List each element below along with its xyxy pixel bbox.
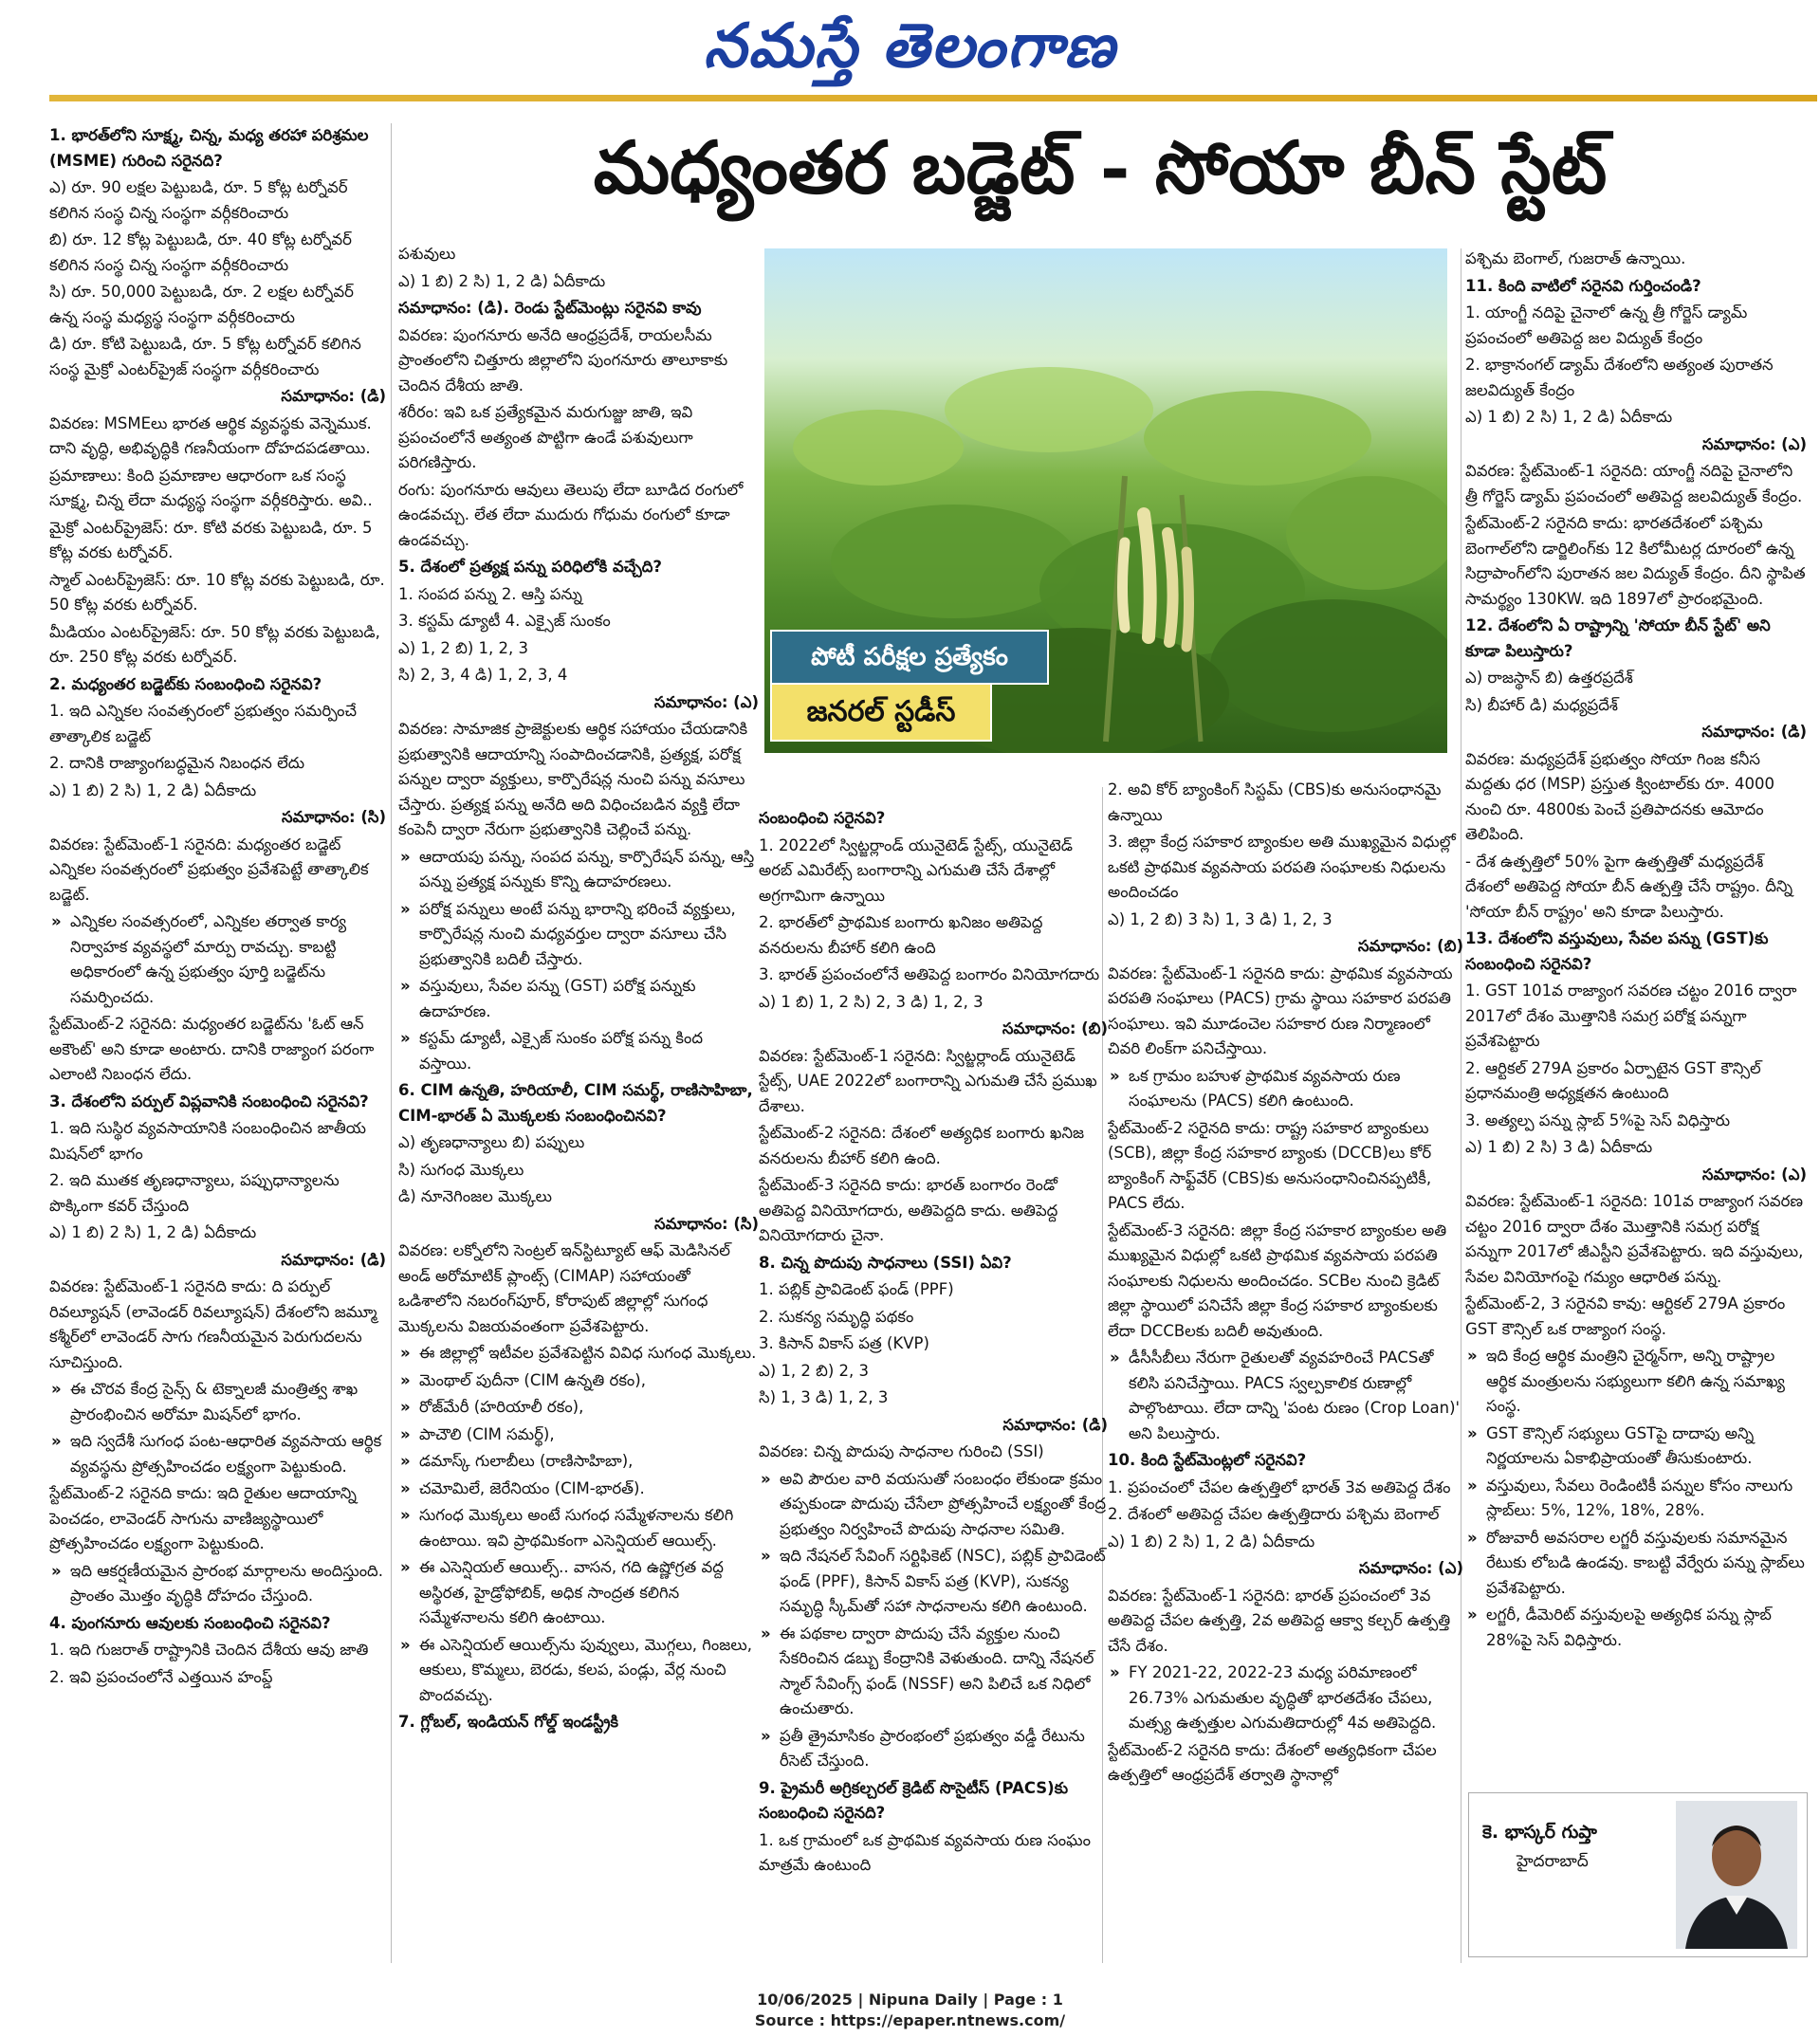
question: 3. దేశంలోని పర్పుల్ విప్లవానికి సంబంధించి సరైనవి? [49,1092,369,1110]
statement: 3. కస్టమ్ డ్యూటీ 4. ఎక్సైజ్ సుంకం [398,612,611,630]
statement: 1. ప్రపంచంలో చేపల ఉత్పత్తిలో భారత్ 3వ అతిపెద్ద దేశం [1108,1477,1451,1496]
explanation: వివరణ: స్టేట్‌మెంట్-1 సరైనది కాదు: ప్రాథమిక వ్యవసాయ పరపతి సంఘాలు (PACS) గ్రామ స్థాయి సహకార పరపతి సంఘాలు. ఇవి మూడంచెల సహకార రుణ నిర్మాణంలో చివరి లింక్‌గా పనిచేస్తాయి. [1108,963,1453,1057]
options: సి) 1, 3 డి) 1, 2, 3 [759,1388,889,1406]
explanation: - దేశ ఉత్పత్తిలో 50% పైగా ఉత్పత్తితో మధ్యప్రదేశ్ దేశంలో అతిపెద్ద సోయా బీన్ ఉత్పత్తి చేసే రాష్ట్రం. దీన్ని 'సోయా బీన్ రాష్ట్రం' అని కూడా పిలుస్తారు. [1465,852,1793,921]
explanation: స్టేట్‌మెంట్-2 సరైనది: మధ్యంతర బడ్జెట్‌ను 'ఓట్ ఆన్ అకౌంట్' అని కూడా అంటారు. దానికి రాజ్యాంగ పరంగా ఎలాంటి నిబంధన లేదు. [49,1015,375,1083]
answer: సమాధానం: (ఎ) [653,692,759,711]
answer: సమాధానం: (డి) [281,387,386,405]
question: 10. కింది స్టేట్‌మెంట్లలో సరైనవి? [1108,1451,1307,1469]
article-column-3 [759,806,1108,1963]
statement: 2. దేశంలో అతిపెద్ద చేపల ఉత్పత్తిదారు పశ్చిమ బెంగాల్ [1108,1505,1440,1523]
explanation: మైక్రో ఎంటర్‌ప్రైజెస్: రూ. కోటి వరకు పెట్టుబడి, రూ. 5 కోట్ల వరకు టర్నోవర్. [49,518,373,561]
explanation: వివరణ: లక్నోలోని సెంట్రల్ ఇన్‌స్టిట్యూట్ ఆఫ్ మెడిసినల్ అండ్ అరోమాటిక్ ప్లాంట్స్ (CIMAP) సహాయంతో ఒడిశాలోని నబరంగ్‌పూర్, కోరాపుట్ జిల్లాల్లో సుగంధ మొక్కలను విజయవంతంగా ప్రవేశపెట్టారు. [398,1241,730,1335]
answer: సమాధానం: (డి) [1701,723,1807,741]
statement: 1. GST 101వ రాజ్యాంగ సవరణ చట్టం 2016 ద్వారా 2017లో దేశం మొత్తానికి సమగ్ర పరోక్ష పన్నుగా ప్రవేశపెట్టారు [1465,982,1797,1050]
author-portrait-icon [1676,1801,1797,1949]
explanation: మీడియం ఎంటర్‌ప్రైజెస్: రూ. 50 కోట్ల వరకు పెట్టుబడి, రూ. 250 కోట్ల వరకు టర్నోవర్. [49,622,380,666]
statement: 3. అత్యల్ప పన్ను స్లాబ్ 5%పై సెస్ విధిస్తారు [1465,1110,1731,1129]
article-column-5 [1465,247,1807,1764]
bullet-point: » లగ్జరీ, డీమెరిట్ వస్తువులపై అత్యధిక పన్ను స్లాబ్ 28%పై సెస్ విధిస్తారు. [1465,1603,1807,1653]
option: బి) రూ. 12 కోట్ల పెట్టుబడి, రూ. 40 కోట్ల టర్నోవర్ కలిగిన సంస్థ చిన్న సంస్థగా వర్గీకరించారు [49,230,352,274]
newspaper-logo: నమస్తే తెలంగాణ [703,10,1117,82]
bullet-point: » రోజ్‌మేరీ (హరియాలీ రకం), [398,1395,759,1421]
bullet-point: » వస్తువులు, సేవలు రెండింటికీ పన్నుల కోసం నాలుగు స్లాబ్‌లు: 5%, 12%, 18%, 28%. [1465,1474,1807,1524]
statement: 2. ఇది ముతక తృణధాన్యాలు, పప్పుధాన్యాలను పొక్కింగా కవర్ చేస్తుంది [49,1171,340,1215]
bullet-point: » ఈ జిల్లాల్లో ఇటీవల ప్రవేశపెట్టిన వివిధ సుగంధ మొక్కలు. [398,1341,759,1367]
bullet-point: » ఒక గ్రామం బహుళ ప్రాథమిక వ్యవసాయ రుణ సంఘాలను (PACS) కలిగి ఉంటుంది. [1108,1064,1463,1114]
explanation: స్టేట్‌మెంట్-2 సరైనది: దేశంలో అత్యధిక బంగారు ఖనిజ వనరులను బీహార్ కలిగి ఉంది. [759,1124,1085,1167]
special-badge: పోటీ పరీక్షల ప్రత్యేకం [770,630,1049,685]
question: సంబంధించి సరైనవి? [759,809,886,827]
bullet-point: » ఇది కేంద్ర ఆర్థిక మంత్రిని చైర్మన్‌గా, అన్ని రాష్ట్రాల ఆర్థిక మంత్రులను సభ్యులుగా కలిగి ఉన్న సమాఖ్య సంస్థ. [1465,1344,1807,1420]
author-name: కె. భాస్కర్ గుప్తా [1482,1822,1597,1843]
bullet-point: » వస్తువులు, సేవల పన్ను (GST) పరోక్ష పన్నుకు ఉదాహరణ. [398,974,759,1024]
options: డి) నూనెగింజల మొక్కలు [398,1187,552,1205]
bullet-point: » ఈ చొరవ కేంద్ర సైన్స్ & టెక్నాలజీ మంత్రిత్వ శాఖ ప్రారంభించిన అరోమా మిషన్‌లో భాగం. [49,1377,386,1427]
bullet-point: » ఈ పథకాల ద్వారా పొదుపు చేసే వ్యక్తుల నుంచి సేకరించిన డబ్బు కేంద్రానికి వెళుతుంది. దాన్ని నేషనల్ స్మాల్ సేవింగ్స్ ఫండ్ (NSSF) అని పిలిచే ఒక నిధిలో ఉంచుతారు. [759,1622,1108,1722]
explanation: వివరణ: స్టేట్‌మెంట్-1 సరైనది కాదు: ది పర్పుల్ రివల్యూషన్ (లావెండర్ రివల్యూషన్) దేశంలోని జమ్మూ కశ్మీర్‌లో లావెండర్ సాగు గణనీయమైన పెరుగుదలను సూచిస్తుంది. [49,1277,377,1371]
statement: 2. సుకన్య సమృద్ధి పథకం [759,1307,914,1326]
statement: 1. ఇది ఎన్నికల సంవత్సరంలో ప్రభుత్వం సమర్పించే తాత్కాలిక బడ్జెట్ [49,702,358,745]
bullet-point: » GST కౌన్సిల్ సభ్యులు GSTపై దాదాపు అన్ని నిర్ణయాలను ఏకాభిప్రాయంతో తీసుకుంటారు. [1465,1422,1807,1472]
footer-date-line: 10/06/2025 | Nipuna Daily | Page : 1 [757,1991,1063,2009]
explanation: స్టేట్‌మెంట్-2 సరైనది కాదు: భారతదేశంలో పశ్చిమ బెంగాల్‌లోని డార్జిలింగ్‌కు 12 కిలోమీటర్ల దూరంలో ఉన్న సిద్రాపాంగ్‌లోని పురాతన జల విద్యుత్ కేంద్రం. దీని స్థాపిత సామర్థ్యం 130KW. ఇది 1897లో ప్రారంభమైంది. [1465,514,1806,608]
bullet-point: » FY 2021-22, 2022-23 మధ్య పరిమాణంలో 26.73% ఎగుమతుల వృద్ధితో భారతదేశం చేపలు, మత్స్య ఉత్పత్తుల ఎగుమతిదారుల్లో 4వ అతిపెద్దది. [1108,1661,1463,1736]
options: ఎ) 1 బి) 2 సి) 1, 2 డి) ఏదీకాదు [49,1223,257,1241]
options: ఎ) 1 బి) 2 సి) 3 డి) ఏదీకాదు [1465,1138,1653,1156]
question: 8. చిన్న పొదుపు సాధనాలు (SSI) ఏవి? [759,1253,1012,1272]
statement: 2. దానికి రాజ్యాంగబద్ధమైన నిబంధన లేదు [49,754,305,772]
options: ఎ) 1 బి) 2 సి) 1, 2 డి) ఏదీకాదు [1108,1532,1315,1551]
statement: 3. జిల్లా కేంద్ర సహకార బ్యాంకుల అతి ముఖ్యమైన విధుల్లో ఒకటి ప్రాథమిక వ్యవసాయ పరపతి సంఘాలకు నిధులను అందించడం [1108,833,1456,901]
statement: 2. ఇవి ప్రపంచంలోనే ఎత్తయిన హంప్డ్ [49,1667,273,1686]
explanation: వివరణ: సామాజిక ప్రాజెక్టులకు ఆర్థిక సహాయం చేయడానికి ప్రభుత్వానికి ఆదాయాన్ని సంపాదించడానికి, ప్రత్యక్ష, పరోక్ష పన్నుల ద్వారా వ్యక్తులు, కార్పొరేషన్ల నుంచి పన్ను వసూలు చేస్తారు. ప్రత్యక్ష పన్ను అనేది అది విధించబడిన వ్యక్తి లేదా కంపెనీ ద్వారా నేరుగా ప్రభుత్వానికి చెల్లించే పన్ను. [398,720,748,838]
options: ఎ) 1, 2 బి) 2, 3 [759,1361,870,1380]
question: 13. దేశంలోని వస్తువులు, సేవల పన్ను (GST)కు సంబంధించి సరైనవి? [1465,929,1769,973]
bullet-point: » ఈ ఎసెన్షియల్ ఆయిల్స్‌ను పువ్వులు, మొగ్గలు, గింజలు, ఆకులు, కొమ్మలు, బెరడు, కలప, పండ్లు, వేర్ల నుంచి పొందవచ్చు. [398,1633,759,1709]
bullet-point: » పాచౌలి (CIM సమర్థ్), [398,1422,759,1448]
author-photo [1676,1801,1797,1949]
bullet-point: » ఇది నేషనల్ సేవింగ్ సర్టిఫికెట్ (NSC), పబ్లిక్ ప్రావిడెంట్ ఫండ్ (PPF), కిసాన్ వికాస్ పత్ర (KVP), సుకన్య సమృద్ధి స్కీమ్‌తో సహా సాధనాలను కలిగి ఉంటుంది. [759,1544,1108,1620]
statement: 1. పబ్లిక్ ప్రావిడెంట్ ఫండ్ (PPF) [759,1280,954,1298]
options: ఎ) తృణధాన్యాలు బి) పప్పులు [398,1133,585,1151]
options: ఎ) 1 బి) 2 సి) 1, 2 డి) ఏదీకాదు [49,780,257,799]
option: డి) రూ. కోటి పెట్టుబడి, రూ. 5 కోట్ల టర్నోవర్ కలిగిన సంస్థ మైక్రో ఎంటర్‌ప్రైజ్ సంస్థగా వర్గీకరించారు [49,335,361,378]
explanation: స్మాల్ ఎంటర్‌ప్రైజెస్: రూ. 10 కోట్ల వరకు పెట్టుబడి, రూ. 50 కోట్ల వరకు టర్నోవర్. [49,570,385,614]
question: 7. గ్లోబల్, ఇండియన్ గోల్డ్ ఇండస్ట్రీకి [398,1713,619,1731]
statement: 3. కిసాన్ వికాస్ పత్ర (KVP) [759,1334,929,1352]
explanation: స్టేట్‌మెంట్-3 సరైనది: జిల్లా కేంద్ర సహకార బ్యాంకుల అతి ముఖ్యమైన విధుల్లో ఒకటి ప్రాథమిక వ్యవసాయ పరపతి సంఘాలకు నిధులను అందించడం. SCBల నుంచి క్రెడిట్ జిల్లా స్థాయిలో పనిచేసే జిల్లా కేంద్ర సహకార బ్యాంకులకు లేదా DCCBలకు బదిలీ అవుతుంది. [1108,1220,1447,1340]
explanation: ప్రమాణాలు: కింది ప్రమాణాల ఆధారంగా ఒక సంస్థ సూక్ష్మ, చిన్న లేదా మధ్యస్థ సంస్థగా వర్గీకరిస్తారు. అవి.. [49,466,373,509]
bullet-point: » కస్టమ్ డ్యూటీ, ఎక్సైజ్ సుంకం పరోక్ష పన్ను కింద వస్తాయి. [398,1026,759,1076]
explanation: వివరణ: స్టేట్‌మెంట్-1 సరైనది: స్విట్జర్లాండ్ యునైటెడ్ స్టేట్స్, UAE 2022లో బంగారాన్ని ఎగుమతి చేసే ప్రముఖ దేశాలు. [759,1046,1097,1115]
bullet-point: » సుగంధ మొక్కలు అంటే సుగంధ సమ్మేళనాలను కలిగి ఉంటాయి. ఇవి ప్రాథమికంగా ఎసెన్షియల్ ఆయిల్స్. [398,1503,759,1553]
options: సి) సుగంధ మొక్కలు [398,1160,524,1179]
statement: 2. ఆర్టికల్ 279A ప్రకారం ఏర్పాటైన GST కౌన్సిల్ ప్రధానమంత్రి అధ్యక్షతన ఉంటుంది [1465,1058,1761,1102]
explanation: స్టేట్‌మెంట్-2 సరైనది కాదు: రాష్ట్ర సహకార బ్యాంకులు (SCB), జిల్లా కేంద్ర సహకార బ్యాంకు (DCCB)లు కోర్ బ్యాంకింగ్ సాఫ్ట్‌వేర్ (CBS)కు అనుసంధానించినప్పటికీ, PACS లేదు. [1108,1118,1432,1212]
question: 5. దేశంలో ప్రత్యక్ష పన్ను పరిధిలోకి వచ్చేది? [398,558,662,576]
article-column-4 [1108,778,1463,1963]
statement: 1. ఒక గ్రామంలో ఒక ప్రాథమిక వ్యవసాయ రుణ సంఘం మాత్రమే ఉంటుంది [759,1830,1091,1874]
explanation: వివరణ: స్టేట్‌మెంట్-1 సరైనది: యాంగ్జీ నదిపై చైనాలోని త్రీ గోర్జెస్ డ్యామ్ ప్రపంచంలో అతిపెద్ద జలవిద్యుత్ కేంద్రం. [1465,462,1803,505]
statement: 1. సంపద పన్ను 2. ఆస్తి పన్ను [398,584,582,603]
bullet-point: » పరోక్ష పన్నులు అంటే పన్ను భారాన్ని భరించే వ్యక్తులు, కార్పొరేషన్ల నుంచి మధ్యవర్తుల ద్వారా వసూలు చేసి ప్రభుత్వానికి బదిలీ చేస్తారు. [398,897,759,973]
bullet-point: » ఎన్నికల సంవత్సరంలో, ఎన్నికల తర్వాత కార్య నిర్వాహక వ్యవస్థలో మార్పు రావచ్చు. కాబట్టి అధికారంలో ఉన్న ప్రభుత్వం పూర్తి బడ్జెట్‌ను సమర్పించదు. [49,909,386,1010]
answer: సమాధానం: (ఎ) [1701,434,1807,453]
column-divider [391,123,392,1963]
answer: సమాధానం: (ఎ) [1358,1559,1463,1577]
explanation: స్టేట్‌మెంట్-2 సరైనది కాదు: దేశంలో అత్యధికంగా చేపల ఉత్పత్తిలో ఆంధ్రప్రదేశ్ తర్వాతి స్థానాల్లో [1108,1740,1437,1784]
article-column-1 [49,123,386,1963]
explanation: వివరణ: MSMEలు భారత ఆర్థిక వ్యవస్థకు వెన్నెముక. దాని వృద్ధి, అభివృద్ధికి గణనీయంగా దోహదపడతాయి. [49,413,372,457]
statement: 1. ఇది గుజరాత్ రాష్ట్రానికి చెందిన దేశీయ ఆవు జాతి [49,1641,369,1659]
explanation: స్టేట్‌మెంట్-3 సరైనది కాదు: భారత్ బంగారం రెండో అతిపెద్ద వినియోగదారు, అతిపెద్దది కాదు. అతిపెద్ద వినియోగదారు చైనా. [759,1176,1058,1244]
question: 6. CIM ఉన్నతి, హరియాలీ, CIM సమర్థ్, రాణిసాహిబా, CIM-భారత్ ఏ మొక్కలకు సంబంధించినవి? [398,1081,753,1125]
article-column-2 [398,242,759,1963]
page-headline: మధ్యంతర బడ్జెట్ - సోయా బీన్ స్టేట్ [593,125,1608,210]
explanation: వివరణ: చిన్న పొదుపు సాధనాల గురించి (SSI) [759,1442,1044,1460]
page-footer [0,1990,1820,2031]
options: సి) బీహార్ డి) మధ్యప్రదేశ్ [1465,695,1618,714]
explanation: స్టేట్‌మెంట్-2, 3 సరైనవి కావు: ఆర్టికల్ 279A ప్రకారం GST కౌన్సిల్ ఒక రాజ్యాంగ సంస్థ. [1465,1294,1786,1338]
question: 11. కింది వాటిలో సరైనవి గుర్తించండి? [1465,276,1701,295]
answer: సమాధానం: (సి) [654,1214,759,1233]
statement: 1. ఇది సుస్థిర వ్యవసాయానికి సంబంధించిన జాతీయ మిషన్‌లో భాగం [49,1119,367,1163]
bullet-point: » ఇది ఆకర్షణీయమైన ప్రారంభ మార్గాలను అందిస్తుంది. ప్రాంతం మొత్తం వృద్ధికి దోహదం చేస్తుంది. [49,1559,386,1609]
masthead-rule [49,95,1817,101]
options: ఎ) 1 బి) 2 సి) 1, 2 డి) ఏదీకాదు [1465,408,1673,426]
bullet-point: » ఇది స్వదేశీ సుగంధ పంట-ఆధారిత వ్యవసాయ ఆర్థిక వ్యవస్థను ప్రోత్సహించడం లక్ష్యంగా పెట్టుకుంది. [49,1429,386,1479]
question: 1. భారత్‌లోని సూక్ష్మ, చిన్న, మధ్య తరహా పరిశ్రమల (MSME) గురించి సరైనది? [49,126,369,170]
answer: సమాధానం: (డి) [281,1250,386,1269]
author-city: హైదరాబాద్ [1517,1852,1589,1871]
explanation: స్టేట్‌మెంట్-2 సరైనది కాదు: ఇది రైతుల ఆదాయాన్ని పెంచడం, లావెండర్ సాగును వాణిజ్యస్థాయిలో ప్రోత్సహించడం లక్ష్యంగా పెట్టుకుంది. [49,1484,357,1552]
bullet-point: » చమోమిలే, జెరేనియం (CIM-భారత్). [398,1477,759,1502]
options: సి) 2, 3, 4 డి) 1, 2, 3, 4 [398,666,568,684]
explanation: శరీరం: ఇవి ఒక ప్రత్యేకమైన మరుగుజ్జు జాతి, ఇవి ప్రపంచంలోనే అత్యంత పొట్టిగా ఉండే పశువులుగా పరిగణిస్తారు. [398,403,693,471]
explanation: రంగు: పుంగనూరు ఆవులు తెలుపు లేదా బూడిద రంగులో ఉండవచ్చు. లేత లేదా ముదురు గోధుమ రంగులో కూడా ఉండవచ్చు. [398,480,744,549]
bullet-point: » మెంథాల్ పుదీనా (CIM ఉన్నతి రకం), [398,1368,759,1394]
statement: 3. భారత్ ప్రపంచంలోనే అతిపెద్ద బంగారం వినియోగదారు [759,965,1100,983]
statement: పశ్చిమ బెంగాల్, గుజరాత్ ఉన్నాయి. [1465,249,1686,267]
bullet-point: » డీసీసీబీలు నేరుగా రైతులతో వ్యవహరించే PACSతో కలిసి పనిచేస్తాయి. PACS స్వల్పకాలిక రుణాల్లో పాల్గొంటాయి. లేదా దాన్ని 'పంట రుణం (Crop Loan)' అని పిలుస్తారు. [1108,1346,1463,1446]
statement: 2. భాక్రానంగల్ డ్యామ్ దేశంలోని అత్యంత పురాతన జలవిద్యుత్ కేంద్రం [1465,356,1774,399]
options: ఎ) 1 బి) 1, 2 సి) 2, 3 డి) 1, 2, 3 [759,992,984,1011]
statement: 1. 2022లో స్విట్జర్లాండ్ యునైటెడ్ స్టేట్స్, యునైటెడ్ అరబ్ ఎమిరేట్స్ బంగారాన్ని ఎగుమతి చేసే దేశాల్లో అగ్రగామిగా ఉన్నాయి [759,835,1073,905]
bullet-point: » ప్రతీ త్రైమాసికం ప్రారంభంలో ప్రభుత్వం వడ్డీ రేటును రీసెట్ చేస్తుంది. [759,1724,1108,1774]
explanation: వివరణ: పుంగనూరు అనేది ఆంధ్రప్రదేశ్, రాయలసీమ ప్రాంతంలోని చిత్తూరు జిల్లాలోని పుంగనూరు తాలూకాకు చెందిన దేశీయ జాతి. [398,325,728,395]
subject-badge: జనరల్ స్టడీస్ [770,683,992,742]
answer: సమాధానం: (బి) [1002,1019,1108,1037]
footer-source-line: Source : https://epaper.ntnews.com/ [754,2011,1066,2029]
question: 12. దేశంలోని ఏ రాష్ట్రాన్ని 'సోయా బీన్ స్టేట్' అని కూడా పిలుస్తారు? [1465,616,1771,660]
options: ఎ) 1, 2 బి) 3 సి) 1, 3 డి) 1, 2, 3 [1108,909,1333,928]
explanation: వివరణ: స్టేట్‌మెంట్-1 సరైనది: మధ్యంతర బడ్జెట్ ఎన్నికల సంవత్సరంలో ప్రభుత్వం ప్రవేశపెట్టే తాత్కాలిక బడ్జెట్. [49,835,369,904]
statement: 1. యాంగ్జీ నదిపై చైనాలో ఉన్న త్రీ గోర్జెస్ డ్యామ్ ప్రపంచంలో అతిపెద్ద జల విద్యుత్ కేంద్రం [1465,303,1748,347]
question: 4. పుంగనూరు ఆవులకు సంబంధించి సరైనవి? [49,1613,331,1632]
bullet-point: » ఆదాయపు పన్ను, సంపద పన్ను, కార్పొరేషన్ పన్ను, ఆస్తి పన్ను ప్రత్యక్ష పన్నుకు కొన్ని ఉదాహరణలు. [398,845,759,895]
answer: సమాధానం: (ఎ) [1701,1165,1807,1184]
explanation: వివరణ: స్టేట్‌మెంట్-1 సరైనది: భారత్ ప్రపంచంలో 3వ అతిపెద్ద చేపల ఉత్పత్తి, 2వ అతిపెద్ద ఆక్వా కల్చర్ ఉత్పత్తి చేసే దేశం. [1108,1586,1451,1655]
answer: సమాధానం: (బి) [1357,937,1463,955]
author-box [1468,1792,1808,1957]
masthead [0,0,1820,93]
explanation: వివరణ: మధ్యప్రదేశ్ ప్రభుత్వం సోయా గింజ కనీస మద్దతు ధర (MSP) ప్రస్తుత క్వింటాల్‌కు రూ. 4000 నుంచి రూ. 4800కు పెంచే ప్రతిపాదనకు ఆమోదం తెలిపింది. [1465,749,1774,843]
statement: 2. అవి కోర్ బ్యాంకింగ్ సిస్టమ్ (CBS)కు అనుసంధానమై ఉన్నాయి [1108,780,1442,824]
answer: సమాధానం: (సి) [282,808,386,826]
statement: 2. భారత్‌లో ప్రాథమిక బంగారు ఖనిజం అతిపెద్ద వనరులను బీహార్ కలిగి ఉంది [759,913,1043,957]
bullet-point: » రోజువారీ అవసరాల లగ్జరీ వస్తువులకు సమానమైన రేటుకు లోబడి ఉండవు. కాబట్టి వేర్వేరు పన్ను స్లాబ్‌లు ప్రవేశపెట్టారు. [1465,1526,1807,1602]
option: ఎ) రూ. 90 లక్షల పెట్టుబడి, రూ. 5 కోట్ల టర్నోవర్ కలిగిన సంస్థ చిన్న సంస్థగా వర్గీకరించారు [49,178,348,222]
statement: పశువులు [398,245,456,263]
bullet-point: » ఈ ఎసెన్షియల్ ఆయిల్స్.. వాసన, గది ఉష్ణోగ్రత వద్ద అస్థిరత, హైడ్రోఫోబిక్, అధిక సాంద్రత కలిగిన సమ్మేళనాలను కలిగి ఉంటాయి. [398,1555,759,1631]
explanation: వివరణ: స్టేట్‌మెంట్-1 సరైనది: 101వ రాజ్యాంగ సవరణ చట్టం 2016 ద్వారా దేశం మొత్తానికి సమగ్ర పరోక్ష పన్నుగా 2017లో జీఎస్టీని ప్రవేశపెట్టారు. ఇది వస్తువులు, సేవల వినియోగంపై గమ్యం ఆధారిత పన్ను. [1465,1192,1804,1286]
question: 9. ప్రైమరీ అగ్రికల్చరల్ క్రెడిట్ సొసైటీస్ (PACS)కు సంబంధించి సరైనది? [759,1778,1069,1822]
bullet-point: » డమాస్క్ గులాబీలు (రాణిసాహిబా), [398,1449,759,1475]
options: ఎ) 1, 2 బి) 1, 2, 3 [398,638,529,657]
answer: సమాధానం: (డి). రెండు స్టేట్‌మెంట్లు సరైనవి కావు [398,299,702,317]
options: ఎ) 1 బి) 2 సి) 1, 2 డి) ఏదీకాదు [398,271,606,290]
option: సి) రూ. 50,000 పెట్టుబడి, రూ. 2 లక్షల టర్నోవర్ ఉన్న సంస్థ మధ్యస్థ సంస్థగా వర్గీకరించారు [49,283,354,326]
answer: సమాధానం: (డి) [1002,1415,1108,1434]
options: ఎ) రాజస్థాన్ బి) ఉత్తరప్రదేశ్ [1465,669,1633,687]
question: 2. మధ్యంతర బడ్జెట్‌కు సంబంధించి సరైనవి? [49,674,322,693]
bullet-point: » అవి పౌరుల వారి వయసుతో సంబంధం లేకుండా క్రమం తప్పకుండా పొదుపు చేసేలా ప్రోత్సహించే లక్ష్యంతో కేంద్ర ప్రభుత్వం నిర్వహించే పొదుపు సాధనాల సమితి. [759,1467,1108,1543]
